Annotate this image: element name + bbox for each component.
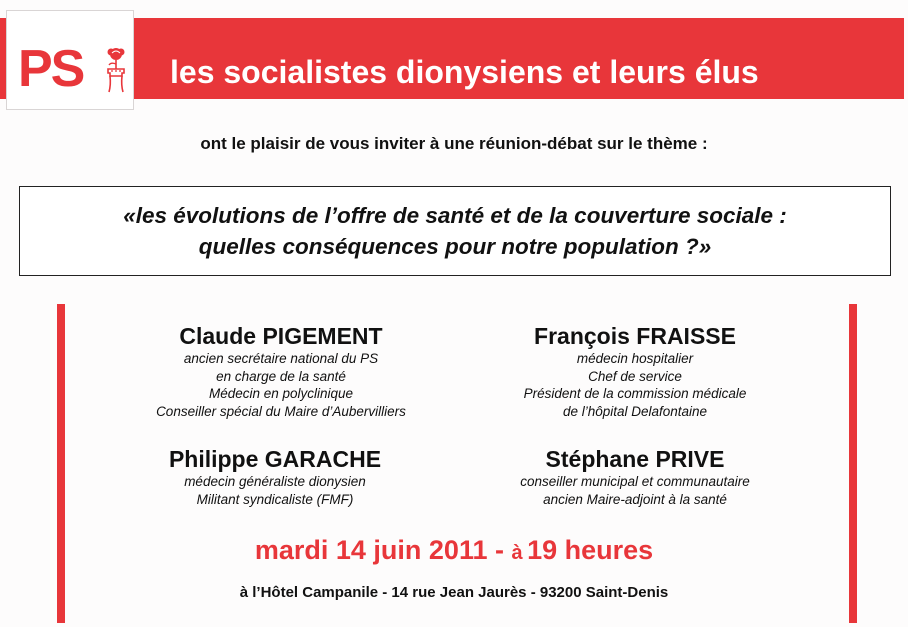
event-separator: - [487, 535, 512, 565]
speaker-role: ancien Maire-adjoint à la santé [543, 491, 727, 507]
theme-line-2: quelles conséquences pour notre population ?» [198, 234, 712, 259]
left-red-bar [57, 304, 65, 623]
right-red-bar [849, 304, 857, 623]
speaker-role: ancien secrétaire national du PS [183, 351, 379, 366]
speaker-role: médecin généraliste dionysien [184, 474, 366, 489]
speaker-role: médecin hospitalier [576, 351, 694, 366]
speaker-block [95, 445, 455, 508]
speaker-block [455, 445, 815, 508]
fist-and-rose-icon [99, 45, 135, 95]
speaker-role: en charge de la santé [216, 368, 346, 384]
speaker-name: Claude PIGEMENT [179, 323, 383, 349]
event-date: mardi 14 juin 2011 [254, 535, 488, 565]
event-time: 19 heures [527, 535, 654, 565]
speaker-role: Médecin en polyclinique [208, 386, 354, 401]
event-venue: à l’Hôtel Campanile - 14 rue Jean Jaurès - 93200 Saint-Denis [239, 584, 669, 601]
event-at: à [511, 542, 523, 564]
theme-box [19, 186, 891, 276]
ps-logo [6, 10, 134, 110]
speaker-block [455, 322, 815, 420]
speaker-block [101, 322, 461, 420]
intro-text: ont le plaisir de vous inviter à une réunion-débat sur le thème : [200, 134, 708, 153]
theme-line-1: «les évolutions de l’offre de santé et de la couverture sociale : [123, 203, 787, 228]
speaker-role: Conseiller spécial du Maire d’Aubervilliers [156, 403, 406, 419]
speaker-name: Philippe GARACHE [168, 446, 382, 472]
speaker-name: François FRAISSE [534, 323, 736, 349]
speaker-name: Stéphane PRIVE [545, 446, 725, 472]
speaker-role: de l’hôpital Delafontaine [562, 403, 708, 419]
speaker-role: Militant syndicaliste (FMF) [196, 491, 354, 507]
speaker-role: Président de la commission médicale [523, 386, 747, 401]
speaker-role: Chef de service [588, 368, 682, 384]
event-datetime [0, 537, 908, 564]
speaker-role: conseiller municipal et communautaire [520, 474, 750, 489]
header-band [0, 18, 904, 99]
logo-text: PS [18, 40, 84, 98]
header-title: les socialistes dionysiens et leurs élus [170, 54, 759, 90]
